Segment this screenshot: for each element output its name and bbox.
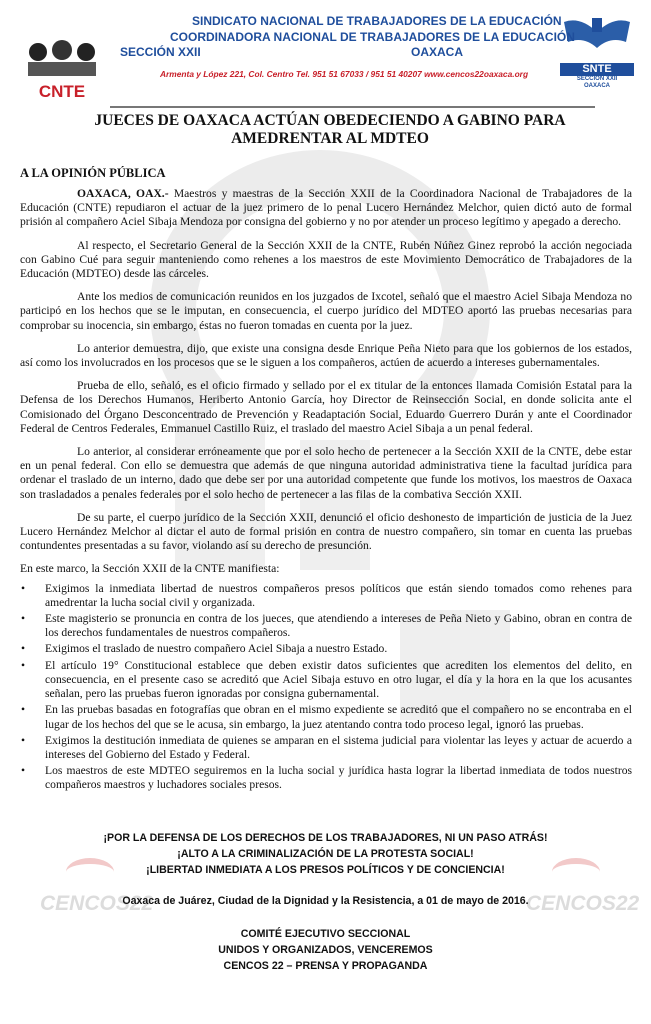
title-line-1: JUECES DE OAXACA ACTÚAN OBEDECIENDO A GABINO PARA [94,112,566,129]
paragraph: De su parte, el cuerpo jurídico de la Sección XXII, denunció el oficio deshonesto de impartición de justicia de la Juez Lucero Hernández Melchor al dictar el auto de formal prisión en contra de nuestro compañero, sin tomar en cuenta las pruebas contundentes presentadas a su favor, violando así su derecho de presunción. [20,510,632,553]
paragraph-text: Maestros y maestras de la Sección XXII de la Coordinadora Nacional de Trabajadores de la Educación (CNTE) repudiaron el actuar de la juez primero de lo penal Lucero Hernández Melchor, quien dictó auto de formal prisión al compañero Aciel Sibaja Mendoza por consigna del gobierno y no por atender un proceso legítimo y apegado a derecho. [20,187,632,229]
title-line-2: AMEDRENTAR AL MDTEO [231,130,429,147]
slogan: ¡POR LA DEFENSA DE LOS DERECHOS DE LOS TRABAJADORES, NI UN PASO ATRÁS! [103,832,548,844]
snte-logo [560,12,634,100]
list-item: • Los maestros de este MDTEO seguiremos en la lucha social y jurídica hasta lograr la libertad inmediata de todos nuestros compañeros maestros y luchadores sociales presos. [45,764,632,792]
dateline: Oaxaca de Juárez, Ciudad de la Dignidad y la Resistencia, a 01 de mayo de 2016. [122,895,529,907]
list-item: • Exigimos el traslado de nuestro compañero Aciel Sibaja a nuestro Estado. [45,642,632,656]
header-section: SECCIÓN XXII [120,45,201,59]
list-item: • Exigimos la destitución inmediata de quienes se amparan en el sistema judicial para violentar las leyes y actuar de acuerdo a intereses del Gobierno del Estado y Federal. [45,734,632,762]
dateline-lead: OAXACA, OAX.- [77,187,169,200]
signature-line: COMITÉ EJECUTIVO SECCIONAL [240,928,411,940]
signature-block [0,926,651,974]
header-coordinadora-name: COORDINADORA NACIONAL DE TRABAJADORES DE LA EDUCACIÓN [170,30,575,44]
demands-list [20,582,632,793]
header-divider [110,106,595,108]
salutation-heading: A LA OPINIÓN PÚBLICA [20,166,166,180]
paragraph: Lo anterior, al considerar erróneamente que por el solo hecho de pertenecer a la Sección XXII de la CNTE, debe estar en un penal federal. Con ello se demuestra que además de que ninguna autoridad administrativa tiene la facultad jurídica para ordenar el traslado de un interno, dado que debe ser por una autoridad competente que funde los motivos, los maestros de Oaxaca son trasladados a penales federales por el solo hecho de pertenecer a las filas de la combativa Sección XXII. [20,445,632,501]
list-item: • Este magisterio se pronuncia en contra de los jueces, que atendiendo a intereses de Peña Nieto y Gabino, obran en contra de los derechos fundamentales de nuestros compañeros. [45,612,632,640]
paragraph: Ante los medios de comunicación reunidos en los juzgados de Ixcotel, señaló que el maestro Aciel Sibaja Mendoza no participó en los hechos que se le imputan, en consecuencia, el cuerpo jurídico del MDTEO aportó las pruebas necesarias para comprobar su inocencia, sin embargo, éstas no fueron tomadas en cuenta por la juez. [20,290,632,332]
paragraph [20,187,632,230]
cencos-watermark-left: CENCOS22 [40,892,154,915]
document-title [60,112,600,148]
slogan: ¡LIBERTAD INMEDIATA A LOS PRESOS POLÍTICOS Y DE CONCIENCIA! [146,864,505,876]
cencos-watermark-right: CENCOS22 [526,892,640,915]
signature-line: UNIDOS Y ORGANIZADOS, VENCEREMOS [218,944,433,956]
cnte-figures-icon [22,38,102,78]
signature-line: CENCOS 22 – PRENSA Y PROPAGANDA [223,960,428,972]
list-item: • En las pruebas basadas en fotografías que obran en el mismo expediente se acreditó que el compañero no se encontraba en el lugar de los hechos del que se le acusa, sin embargo, la juez atentando contra todo proceso legal, ignoró las pruebas. [45,703,632,731]
cnte-logo-text: CNTE [38,82,86,101]
manifiesto-intro: En este marco, la Sección XXII de la CNTE manifiesta: [20,562,280,576]
list-item: • El artículo 19° Constitucional establece que deben existir datos suficientes que acrediten los elementos del delito, en consecuencia, en el presente caso se acreditó que Aciel Sibaja estuvo en otro lugar, el día y la hora en la que los acusantes señalan, pero las pruebas fueron ignoradas por consigna gubernamental. [45,659,632,702]
header-city: OAXACA [411,45,464,59]
list-item: • Exigimos la inmediata libertad de nuestros compañeros presos políticos que están siendo tomados como rehenes para amedrentar la lucha social civil y organizada. [45,582,632,610]
slogan: ¡ALTO A LA CRIMINALIZACIÓN DE LA PROTESTA SOCIAL! [177,848,474,860]
paragraph: Prueba de ello, señaló, es el oficio firmado y sellado por el ex titular de la entonces llamada Comisión Estatal para la Defensa de los Derechos Humanos, Heriberto Antonio García, hoy Director de Reinsección Social, en donde solicita ante el Comisionado del Órgano Desconcentrado de Prevención y Readaptación Social, Eduardo Guerrero Durán y ante el Coordinador Federal de Centros Federales, Emmanuel Castillo Ruiz, el traslado del maestro Aciel Sibaja a un penal federal. [20,379,632,435]
snte-logo-text: SNTE [560,63,634,76]
header-union-name: SINDICATO NACIONAL DE TRABAJADORES DE LA EDUCACIÓN [192,14,562,28]
paragraph: Lo anterior demuestra, dijo, que existe una consigna desde Enrique Peña Nieto para que los gobiernos de los estados, así como los involucrados en los procesos que se le siguen a los compañeros, actúen de acuerdo a intereses gubernamentales. [20,341,632,370]
document-body [20,187,632,803]
header-address: Armenta y López 221, Col. Centro Tel. 951 51 67033 / 951 51 40207 www.cencos22oaxaca.org [160,69,529,79]
snte-logo-subtext: SECCIÓN XXII OAXACA [576,76,618,89]
slogans [0,830,651,878]
cnte-logo [22,38,102,101]
paragraph: Al respecto, el Secretario General de la Sección XXII de la CNTE, Rubén Núñez Ginez reprobó la acción negociada con Gabino Cué para seguir manteniendo como rehenes a los maestros de este Movimiento Democrático de Trabajadores de la Educación (MDTEO) desde las cárceles. [20,238,632,281]
